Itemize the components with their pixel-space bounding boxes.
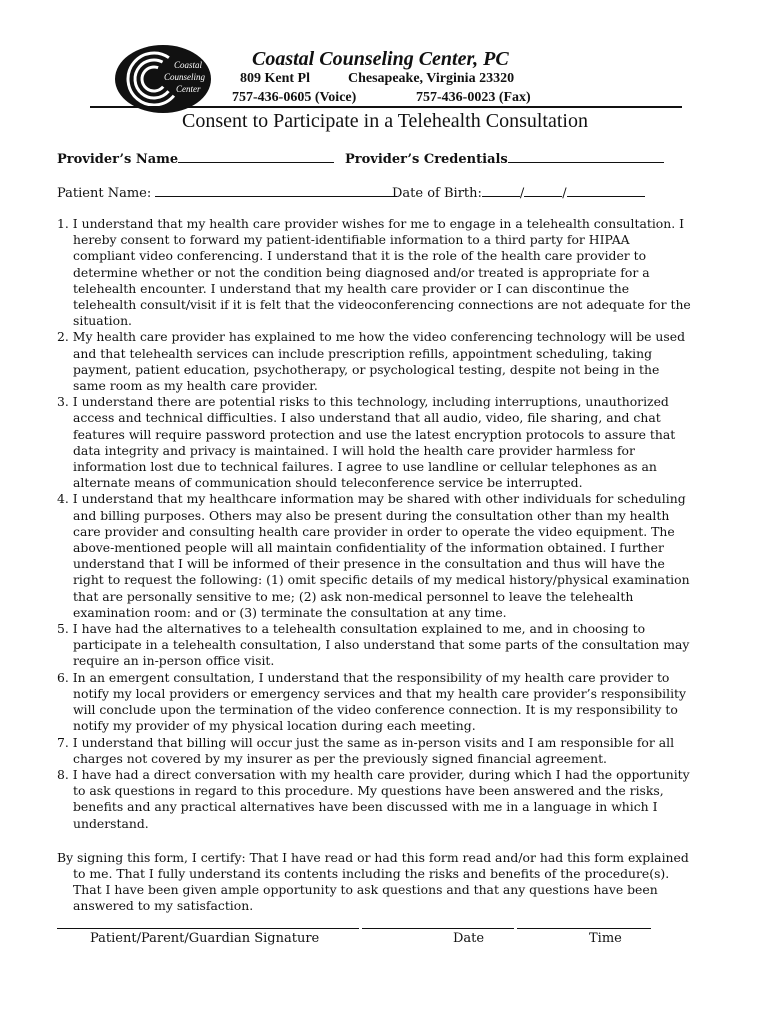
dob-year-input[interactable] [567,184,645,197]
logo-text-3: Center [176,84,201,94]
provider-credentials-input[interactable] [508,150,664,163]
date-label: Date [453,931,485,946]
patient-name-field [57,184,397,202]
consent-item-7: 7. I understand that billing will occur just the same as in-person visits and I am responsible for all charges not covered by my insurer as per the previously signed financial agreement. [57,734,675,766]
consent-item-1: 1. I understand that my health care provider wishes for me to engage in a telehealth consultation. I hereby consent to forward my patient-identifiable information to a third party for HIPAA compliant video conferencing. I understand that it is the role of the health care provider to determine whether or not the condition being diagnosed and/or treated is appropriate for a telehealth encounter. I understand that my health care provider or I can discontinue the telehealth consult/visit if it is felt that the videoconferencing connections are not adequate for the situation. [57,216,691,329]
time-label: Time [589,931,622,946]
header-divider [90,106,682,108]
provider-name-field [57,150,334,168]
provider-credentials-field [345,150,664,168]
provider-name-label: Provider’s Name [57,152,179,167]
signature-line[interactable] [57,928,359,929]
street-address: 809 Kent Pl [240,71,310,86]
logo-text-1: Coastal [174,60,203,70]
patient-name-input[interactable] [155,184,397,197]
consent-items [57,216,693,915]
dob-separator: / [519,186,525,201]
time-line[interactable] [517,928,651,929]
dob-month-input[interactable] [482,184,520,197]
dob-day-input[interactable] [524,184,562,197]
city-state-zip: Chesapeake, Virginia 23320 [348,71,515,86]
date-line[interactable] [362,928,514,929]
dob-field [392,184,645,202]
consent-item-6: 6. In an emergent consultation, I understand that the responsibility of my health care provider to notify my local providers or emergency services and that my health care provider’s responsibility will conclude upon the termination of the video conference connection. It is my responsibility to notify my provider of my physical location during each meeting. [57,669,687,734]
fax-number: 757-436-0023 (Fax) [416,90,531,105]
provider-credentials-label: Provider’s Credentials [345,152,508,167]
signature-label: Patient/Parent/Guardian Signature [90,931,320,946]
logo-text-2: Counseling [164,72,206,82]
patient-name-label: Patient Name: [57,186,152,201]
form-title: Consent to Participate in a Telehealth Consultation [182,110,588,132]
provider-name-input[interactable] [178,150,334,163]
certification-statement: By signing this form, I certify: That I have read or had this form read and/or had this form explained to me. That I fully understand its contents including the risks and benefits of the procedure(s). That I have been given ample opportunity to ask questions and that any questions have been answered to my satisfaction. [57,849,689,914]
voice-number: 757-436-0605 (Voice) [232,90,357,105]
consent-item-8: 8. I have had a direct conversation with my health care provider, during which I had the opportunity to ask questions in regard to this procedure. My questions have been answered and the risks, benefits and any practical alternatives have been discussed with me in a language in which I understand. [57,766,690,831]
consent-item-2: 2. My health care provider has explained to me how the video conferencing technology will be used and that telehealth services can include prescription refills, appointment scheduling, taking payment, patient education, psychotherapy, or psychological testing, despite not being in the same room as my health care provider. [57,329,686,394]
dob-label: Date of Birth: [392,186,482,201]
consent-item-4: 4. I understand that my healthcare information may be shared with other individuals for scheduling and billing purposes. Others may also be present during the consultation other than my health care provider and consulting health care provider in order to operate the video equipment. The above-mentioned people will all maintain confidentiality of the information obtained. I further understand that I will be informed of their presence in the consultation and thus will have the right to request the following: (1) omit specific details of my medical history/physical examination that are personally sensitive to me; (2) ask non-medical personnel to leave the telehealth examination room: and or (3) terminate the consultation at any time. [57,491,690,620]
consent-item-3: 3. I understand there are potential risks to this technology, including interruptions, unauthorized access and technical difficulties. I also understand that all audio, video, file sharing, and chat features will require password protection and use the latest encryption protocols to assure that data integrity and privacy is maintained. I will hold the health care provider harmless for information lost due to technical failures. I agree to use landline or cellular telephones as an alternate means of communication should teleconference service be interrupted. [57,394,676,491]
consent-item-5: 5. I have had the alternatives to a telehealth consultation explained to me, and in choosing to participate in a telehealth consultation, I also understand that some parts of the consultation may require an in-person office visit. [57,621,690,669]
dob-separator: / [562,186,567,201]
organization-name: Coastal Counseling Center, PC [252,48,509,70]
coastal-counseling-logo [114,44,212,114]
